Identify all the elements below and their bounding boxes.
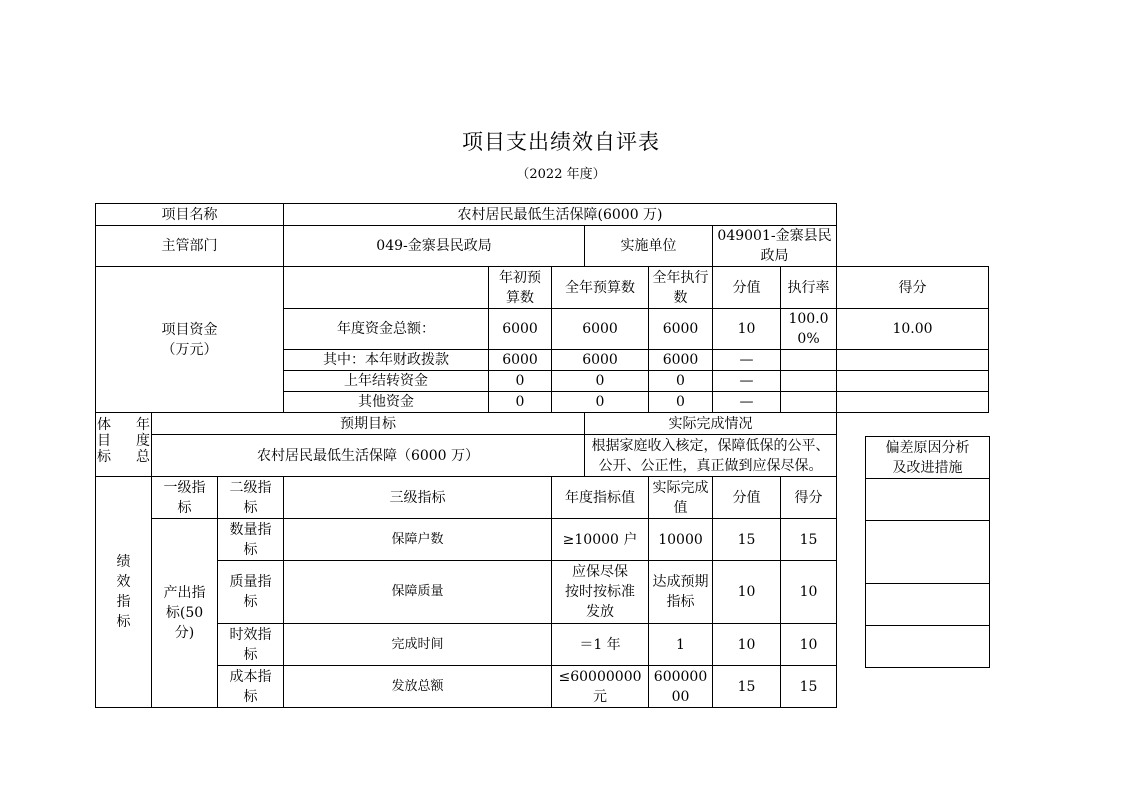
funds-row-name: 上年结转资金 [284, 371, 489, 392]
output-indicator-label: 产出指 标(50 分) [152, 519, 218, 708]
indicators-header-score: 得分 [781, 477, 837, 519]
funds-row-name: 年度资金总额： [284, 309, 489, 350]
funds-row-initial: 0 [489, 392, 552, 413]
department-value: 049-金寨县民政局 [284, 226, 585, 267]
funds-header-row [96, 267, 989, 309]
indicator-score: 15 [781, 519, 837, 561]
indicators-header-row [96, 477, 989, 519]
funds-row-rate [781, 350, 837, 371]
indicators-label: 绩 效 指 标 [96, 477, 152, 708]
indicators-header-score-value: 分值 [713, 477, 781, 519]
funds-row-score-value: — [713, 371, 781, 392]
project-name-value: 农村居民最低生活保障(6000 万) [284, 204, 837, 226]
funds-header-blank [284, 267, 489, 309]
funds-row-executed: 0 [649, 392, 713, 413]
funds-header-score: 得分 [837, 267, 989, 309]
deviation-column [865, 436, 990, 668]
indicators-header-deviation: 偏差原因分析 及改进措施 [866, 437, 990, 479]
deviation-row [866, 584, 990, 626]
department-label: 主管部门 [96, 226, 284, 267]
goals-label-col2: 年 度 总 [136, 417, 150, 465]
expected-goal-header: 预期目标 [152, 413, 585, 435]
goals-label-col1: 体 目 标 [97, 417, 111, 465]
funds-row-initial: 0 [489, 371, 552, 392]
indicator-deviation [866, 521, 990, 584]
funds-row-rate [781, 392, 837, 413]
expected-goal-value: 农村居民最低生活保障（6000 万） [152, 435, 585, 477]
deviation-header-row [866, 437, 990, 479]
actual-result-value: 根据家庭收入核定，保障低保的公平、公开、公正性，真正做到应保尽保。 [585, 435, 837, 477]
funds-row-score-value: — [713, 350, 781, 371]
funds-row-initial: 6000 [489, 309, 552, 350]
indicator-score-value: 15 [713, 519, 781, 561]
funds-row-rate: 100.00% [781, 309, 837, 350]
indicator-row [96, 519, 989, 561]
indicator-row [96, 624, 989, 666]
funds-row-score [837, 350, 989, 371]
indicator-actual: 1 [649, 624, 713, 666]
deviation-row [866, 626, 990, 668]
indicator-level3: 保障户数 [284, 519, 552, 561]
indicator-target: ≤60000000 元 [552, 666, 649, 708]
performance-table [95, 203, 989, 708]
indicators-header-level2: 二级指 标 [218, 477, 284, 519]
funds-header-rate: 执行率 [781, 267, 837, 309]
deviation-row [866, 521, 990, 584]
indicator-row [96, 561, 989, 624]
indicator-target: ≥10000 户 [552, 519, 649, 561]
funds-row-executed: 6000 [649, 350, 713, 371]
indicators-header-target: 年度指标值 [552, 477, 649, 519]
indicator-level2: 质量指 标 [218, 561, 284, 624]
funds-row-executed: 6000 [649, 309, 713, 350]
funds-row-score: 10.00 [837, 309, 989, 350]
funds-row-annual: 0 [552, 371, 649, 392]
department-row [96, 226, 989, 267]
goals-label [96, 413, 152, 477]
indicators-header-level1: 一级指 标 [152, 477, 218, 519]
funds-row-annual: 6000 [552, 309, 649, 350]
funds-row-score [837, 371, 989, 392]
indicator-score-value: 10 [713, 561, 781, 624]
deviation-row [866, 479, 990, 521]
indicator-actual: 10000 [649, 519, 713, 561]
funds-row-score-value: 10 [713, 309, 781, 350]
indicator-score: 15 [781, 666, 837, 708]
page-title: 项目支出绩效自评表 [462, 130, 660, 154]
indicator-level2: 数量指 标 [218, 519, 284, 561]
indicator-level2: 时效指 标 [218, 624, 284, 666]
implementing-unit-label: 实施单位 [585, 226, 713, 267]
funds-row-name: 其他资金 [284, 392, 489, 413]
indicator-level2: 成本指 标 [218, 666, 284, 708]
funds-row-initial: 6000 [489, 350, 552, 371]
funds-row-score-value: — [713, 392, 781, 413]
indicator-actual: 60000000 [649, 666, 713, 708]
indicator-deviation [866, 479, 990, 521]
page-subtitle: （2022 年度） [516, 167, 606, 182]
funds-row-annual: 0 [552, 392, 649, 413]
indicator-actual: 达成预期 指标 [649, 561, 713, 624]
funds-header-annual: 全年预算数 [552, 267, 649, 309]
funds-row-executed: 0 [649, 371, 713, 392]
funds-row-name: 其中：本年财政拨款 [284, 350, 489, 371]
funds-header-score-value: 分值 [713, 267, 781, 309]
funds-row-rate [781, 371, 837, 392]
actual-result-header: 实际完成情况 [585, 413, 837, 435]
indicators-header-level3: 三级指标 [284, 477, 552, 519]
implementing-unit-value: 049001-金寨县民政局 [713, 226, 837, 267]
project-name-row [96, 204, 989, 226]
indicator-level3: 完成时间 [284, 624, 552, 666]
indicator-deviation [866, 584, 990, 626]
funds-row-annual: 6000 [552, 350, 649, 371]
indicator-row [96, 666, 989, 708]
indicator-level3: 发放总额 [284, 666, 552, 708]
indicator-score: 10 [781, 624, 837, 666]
goals-value-row [96, 435, 989, 477]
goals-header-row [96, 413, 989, 435]
indicator-target: ＝1 年 [552, 624, 649, 666]
project-name-label: 项目名称 [96, 204, 284, 226]
indicator-level3: 保障质量 [284, 561, 552, 624]
indicator-score-value: 10 [713, 624, 781, 666]
funds-label: 项目资金 （万元） [96, 267, 284, 413]
indicator-deviation [866, 626, 990, 668]
indicator-score: 10 [781, 561, 837, 624]
indicators-header-actual: 实际完成 值 [649, 477, 713, 519]
indicator-score-value: 15 [713, 666, 781, 708]
funds-header-initial: 年初预 算数 [489, 267, 552, 309]
funds-row-score [837, 392, 989, 413]
indicator-target: 应保尽保 按时按标准 发放 [552, 561, 649, 624]
funds-header-executed: 全年执行 数 [649, 267, 713, 309]
